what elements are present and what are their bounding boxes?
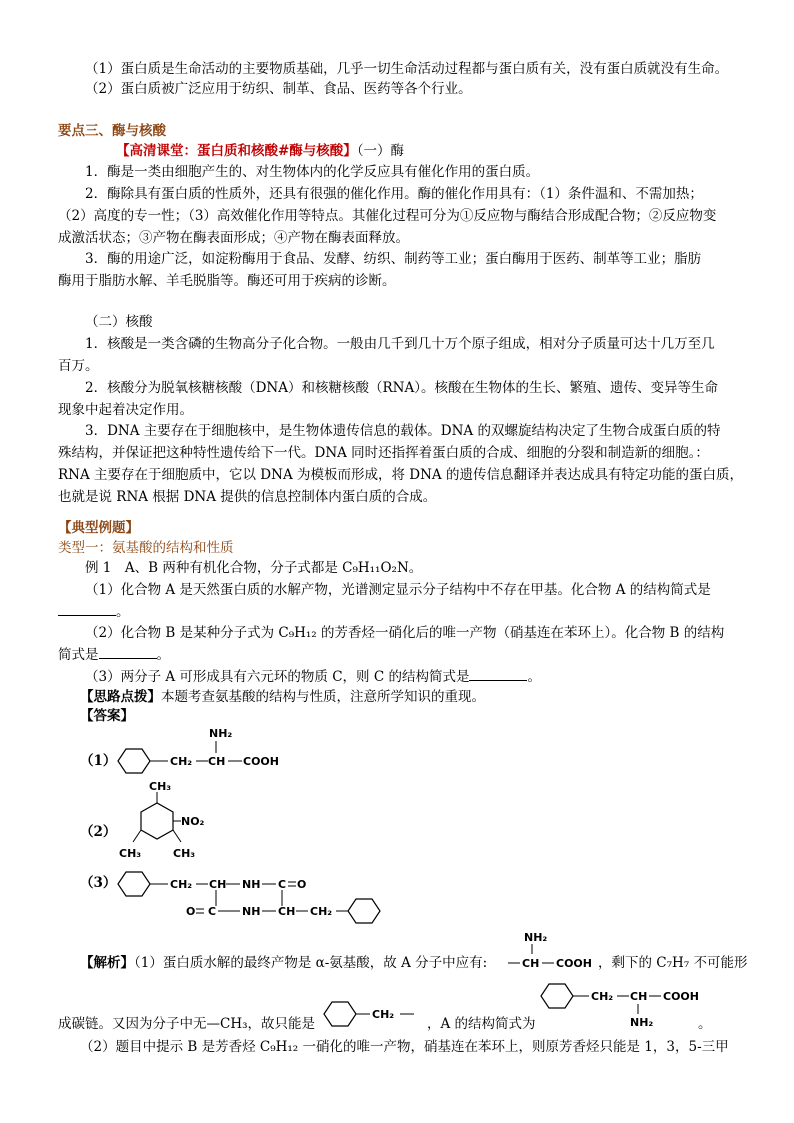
structure-phenylalanine <box>110 725 310 780</box>
group-label: O <box>186 905 196 918</box>
question-2-blank-line: 简式是 。 <box>58 647 170 663</box>
benzene-ring-icon <box>541 984 573 1008</box>
paragraph: 3．DNA 主要存在于细胞核中，是生物体遗传信息的载体。DNA 的双螺旋结构决定了生物合成蛋白质的特 <box>85 423 721 439</box>
group-label: CH₃ <box>173 847 196 860</box>
hint-text: 本题考查氨基酸的结构与性质，注意所学知识的重现。 <box>161 689 485 705</box>
group-label: CH₃ <box>119 847 142 860</box>
question-2: （2）化合物 B 是某种分子式为 C₉H₁₂ 的芳香烃一硝化后的唯一产物（硝基连在苯环上）。化合物 B 的结构 <box>85 625 725 641</box>
hint-tag: 【思路点拨】 <box>80 689 161 705</box>
benzene-ring-icon <box>118 749 150 773</box>
group-label: O <box>297 878 307 891</box>
analysis-line-2-mid: ，A 的结构简式为 <box>427 1016 536 1032</box>
question-1: （1）化合物 A 是天然蛋白质的水解产物，光谱测定显示分子结构中不存在甲基。化合物 A 的结构简式是 <box>85 582 711 598</box>
analysis-line-2-end: 。 <box>698 1016 712 1032</box>
analysis-line-1-tail: ，剩下的 C₇H₇ 不可能形 <box>598 955 748 971</box>
course-tag-line <box>116 142 404 160</box>
answer-blank <box>99 646 157 659</box>
group-label: NO₂ <box>181 815 205 828</box>
group-label: C <box>208 905 217 918</box>
subsection-title: （二）核酸 <box>85 314 153 330</box>
hint-line <box>80 688 485 706</box>
type-heading: 类型一：氨基酸的结构和性质 <box>58 540 234 556</box>
group-label: COOH <box>663 990 699 1003</box>
group-label: CH₂ <box>310 905 333 918</box>
group-label: NH₂ <box>630 1016 654 1029</box>
analysis-line-1: 【解析】（1）蛋白质水解的最终产物是 α-氨基酸，故 A 分子中应有: <box>80 955 488 971</box>
group-label: CH₂ <box>591 990 614 1003</box>
paragraph: 酶用于脂肪水解、羊毛脱脂等。酶还可用于疾病的诊断。 <box>58 273 396 289</box>
group-label: NH <box>242 905 261 918</box>
answer-label-2: （2） <box>80 824 117 840</box>
paragraph: 1．酶是一类由细胞产生的、对生物体内的化学反应具有催化作用的蛋白质。 <box>85 164 540 180</box>
paragraph: 3．酶的用途广泛，如淀粉酶用于食品、发酵、纺织、制药等工业；蛋白酶用于医药、制革等工业；脂肪 <box>85 251 702 267</box>
answer-tag: 【答案】 <box>80 708 134 724</box>
group-label: C <box>278 878 287 891</box>
paragraph: 2．核酸分为脱氧核糖核酸（DNA）和核糖核酸（RNA）。核酸在生物体的生长、繁殖、遗传、变异等生命 <box>85 380 718 396</box>
structure-diketopiperazine <box>110 868 410 928</box>
group-label: NH₂ <box>209 727 233 740</box>
course-tag: 【高清课堂：蛋白质和核酸#酶与核酸】 <box>116 143 357 159</box>
benzene-ring-icon <box>348 899 380 923</box>
paragraph: 成激活状态；③产物在酶表面形成；④产物在酶表面释放。 <box>58 230 409 246</box>
benzene-ring-icon <box>141 803 173 839</box>
paragraph: （1）蛋白质是生命活动的主要物质基础，几乎一切生命活动过程都与蛋白质有关，没有蛋白质就没有生命。 <box>85 61 729 77</box>
answer-label-1: （1） <box>80 753 117 769</box>
paragraph: RNA 主要存在于细胞质中，它以 DNA 为模板而形成，将 DNA 的遗传信息翻译并表达成具有特定功能的蛋白质， <box>58 467 743 483</box>
section-heading: 要点三、酶与核酸 <box>58 123 166 139</box>
group-label: CH <box>208 755 226 768</box>
inline-structure-benzyl <box>318 996 428 1032</box>
group-label: NH₂ <box>524 931 548 944</box>
paragraph: 现象中起着决定作用。 <box>58 402 193 418</box>
paragraph: （2）蛋白质被广泛应用于纺织、制革、食品、医药等各个行业。 <box>85 81 472 97</box>
group-label: CH₂ <box>170 878 193 891</box>
question-1-blank-line: 。 <box>58 603 130 621</box>
answer-blank <box>469 668 527 681</box>
question-3: （3）两分子 A 可形成具有六元环的物质 C，则 C 的结构简式是 。 <box>85 669 541 685</box>
analysis-tag: 【解析】 <box>80 955 134 971</box>
example-title: 例 1 A、B 两种有机化合物，分子式都是 C₉H₁₁O₂N。 <box>85 560 423 576</box>
group-label: COOH <box>556 957 592 970</box>
group-label: NH <box>242 878 261 891</box>
typical-heading: 【典型例题】 <box>58 520 139 536</box>
structure-nitromesitylene <box>115 780 235 865</box>
answer-blank <box>58 603 116 616</box>
benzene-ring-icon <box>118 872 150 896</box>
inline-structure-amino <box>508 930 608 970</box>
paragraph: 2．酶除具有蛋白质的性质外，还具有很强的催化作用。酶的催化作用具有：（1）条件温和、不需加热； <box>85 186 703 202</box>
paragraph: 也就是说 RNA 根据 DNA 提供的信息控制体内蛋白质的合成。 <box>58 489 437 505</box>
analysis-line-3: （2）题目中提示 B 是芳香烃 C₉H₁₂ 一硝化的唯一产物，硝基连在苯环上，则原芳香烃只能是 1，3，5-三甲 <box>80 1039 729 1055</box>
answer-label-3: （3） <box>80 875 117 891</box>
analysis-line-2: 成碳链。又因为分子中无—CH₃，故只能是 <box>58 1016 316 1032</box>
inline-structure-phenylalanine <box>535 976 705 1032</box>
group-label: CH₂ <box>372 1008 395 1021</box>
paragraph: 1．核酸是一类含磷的生物高分子化合物。一般由几千到几十万个原子组成，相对分子质量可达十几万至几 <box>85 336 715 352</box>
group-label: CH <box>278 905 296 918</box>
paragraph: 殊结构，并保证把这种特性遗传给下一代。DNA 同时还指挥着蛋白质的合成、细胞的分裂和制造新的细胞。： <box>58 445 709 461</box>
group-label: CH₃ <box>149 780 172 793</box>
group-label: CH₂ <box>170 755 193 768</box>
group-label: CH <box>209 878 227 891</box>
paragraph: （2）高度的专一性；（3）高效催化作用等特点。其催化过程可分为①反应物与酶结合形成配合物；②反应物变 <box>58 208 717 224</box>
subsection-title: （一）酶 <box>356 143 405 159</box>
group-label: COOH <box>243 755 279 768</box>
group-label: CH <box>630 990 648 1003</box>
group-label: CH <box>522 957 540 970</box>
paragraph: 百万。 <box>58 358 99 374</box>
benzene-ring-icon <box>324 1002 356 1026</box>
